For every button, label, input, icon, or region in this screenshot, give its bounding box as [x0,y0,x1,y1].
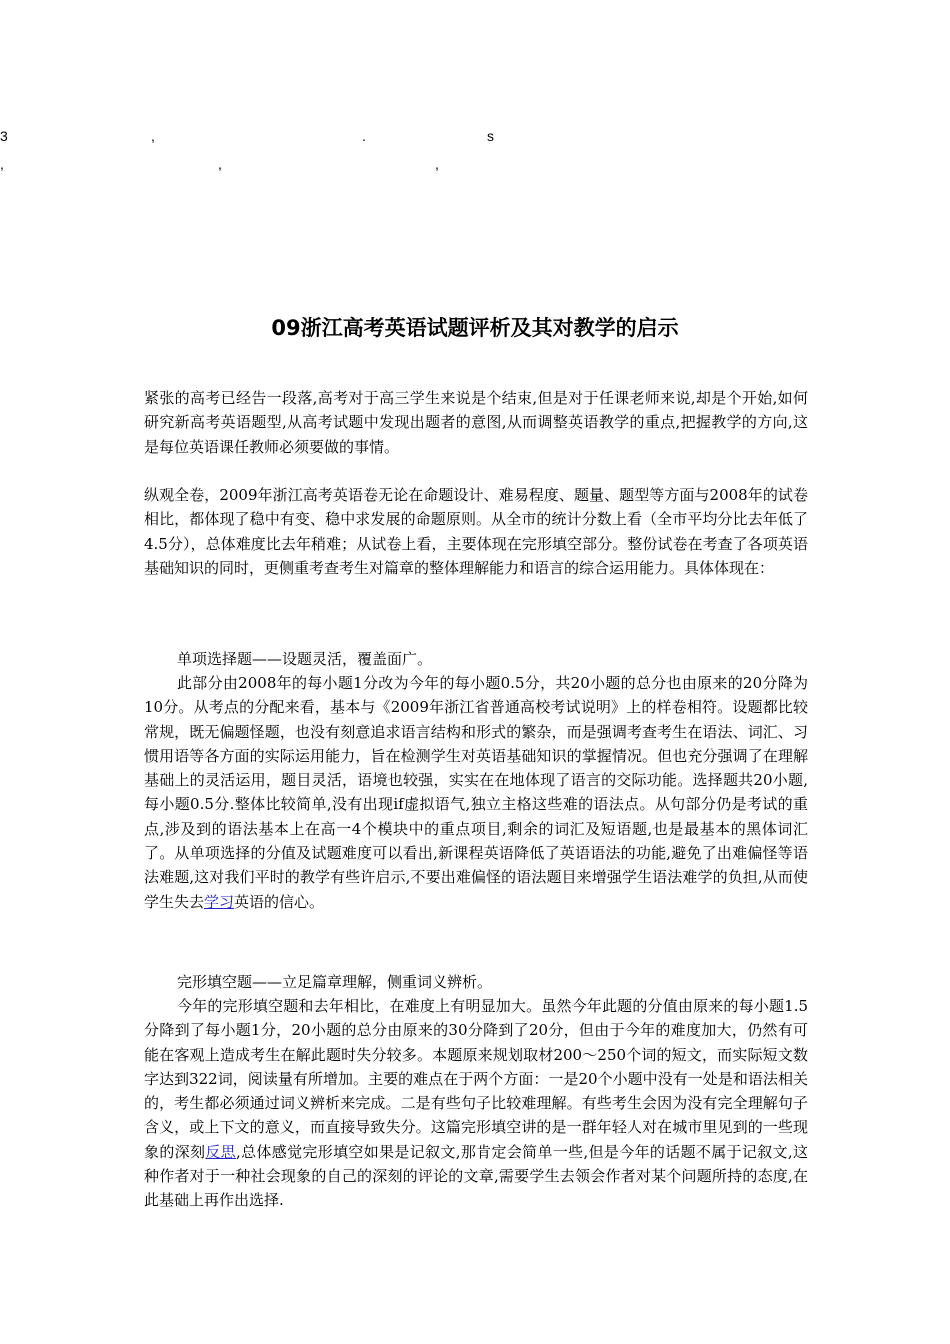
section-heading-single-choice: 单项选择题——设题灵活，覆盖面广。 [177,650,433,668]
header-char: s [487,128,494,144]
header-char: , [151,128,155,144]
cloze-paragraph [144,994,808,1213]
header-char: , [0,156,4,172]
intro-paragraph: 紧张的高考已经告一段落,高考对于高三学生来说是个结束,但是对于任课老师来说,却是个开始,如何研究新高考英语题型,从高考试题中发现出题者的意图,从而调整英语教学的重点,把握教学的方向,这是每位英语课任教师必须要做的事情。 [144,389,808,456]
header-char: . [362,128,366,144]
study-link[interactable]: 学习 [204,892,235,911]
section-heading-cloze: 完形填空题——立足篇章理解，侧重词义辨析。 [177,973,493,991]
single-choice-paragraph [144,671,808,914]
header-char: , [435,156,439,172]
page-title: 09浙江高考英语试题评析及其对教学的启示 [271,316,679,340]
header-line-2 [0,157,700,173]
reflection-link[interactable]: 反思 [205,1142,236,1161]
cloze-text-end: ,总体感觉完形填空如果是记叙文,那肯定会简单一些,但是今年的话题不属于记叙文,这种作者对于一种社会现象的自己的深刻的评论的文章,需要学生去领会作者对某个问题所持的态度,在此基础上再作出选择. [144,1142,808,1210]
overview-paragraph: 纵观全卷，2009年浙江高考英语卷无论在命题设计、难易程度、题量、题型等方面与2008年的试卷相比，都体现了稳中有变、稳中求发展的命题原则。从全市的统计分数上看（全市平均分比去年低了4.5分），总体难度比去年稍难；从试卷上看，主要体现在完形填空部分。整份试卷在考查了各项英语基础知识的同时，更侧重考查考生对篇章的整体理解能力和语言的综合运用能力。具体体现在： [144,486,808,577]
single-choice-text: 此部分由2008年的每小题1分改为今年的每小题0.5分，共20小题的总分也由原来的20分降为10分。从考点的分配来看，基本与《2009年浙江省普通高校考试说明》上的样卷相符。设题都比较常规，既无偏题怪题，也没有刻意追求语言结构和形式的繁杂，而是强调考查考生在语法、词汇、习惯用语等各方面的实际运用能力，旨在检测学生对英语基础知识的掌握情况。但也充分强调了在理解基础上的灵活运用，题目灵活，语境也较强，实实在在地体现了语言的交际功能。选择题共20小题,每小题0.5分.整体比较简单,没有出现if虚拟语气,独立主格这些难的语法点。从句部分仍是考试的重点,涉及到的语法基本上在高一4个模块中的重点项目,剩余的词汇及短语题,也是最基本的黑体词汇了。从单项选择的分值及试题难度可以看出,新课程英语降低了英语语法的功能,避免了出难偏怪等语法难题,这对我们平时的教学有些许启示,不要出难偏怪的语法题目来增强学生语法难学的负担,从而使学生失去 [144,674,808,911]
header-line-1 [0,129,700,145]
header-char: 3 [0,128,8,144]
cloze-text: 今年的完形填空题和去年相比，在难度上有明显加大。虽然今年此题的分值由原来的每小题1.5分降到了每小题1分，20小题的总分由原来的30分降到了20分，但由于今年的难度加大，仍然有可能在客观上造成考生在解此题时失分较多。本题原来规划取材200～250个词的短文，而实际短文数字达到322词，阅读量有所增加。主要的难点在于两个方面：一是20个小题中没有一处是和语法相关的，考生都必须通过词义辨析来完成。二是有些句子比较难理解。有些考生会因为没有完全理解句子含义，或上下文的意义，而直接导致失分。这篇完形填空讲的是一群年轻人对在城市里见到的一些现象的深刻 [144,997,808,1161]
header-char: , [218,156,222,172]
single-choice-text-end: 英语的信心。 [234,892,325,911]
